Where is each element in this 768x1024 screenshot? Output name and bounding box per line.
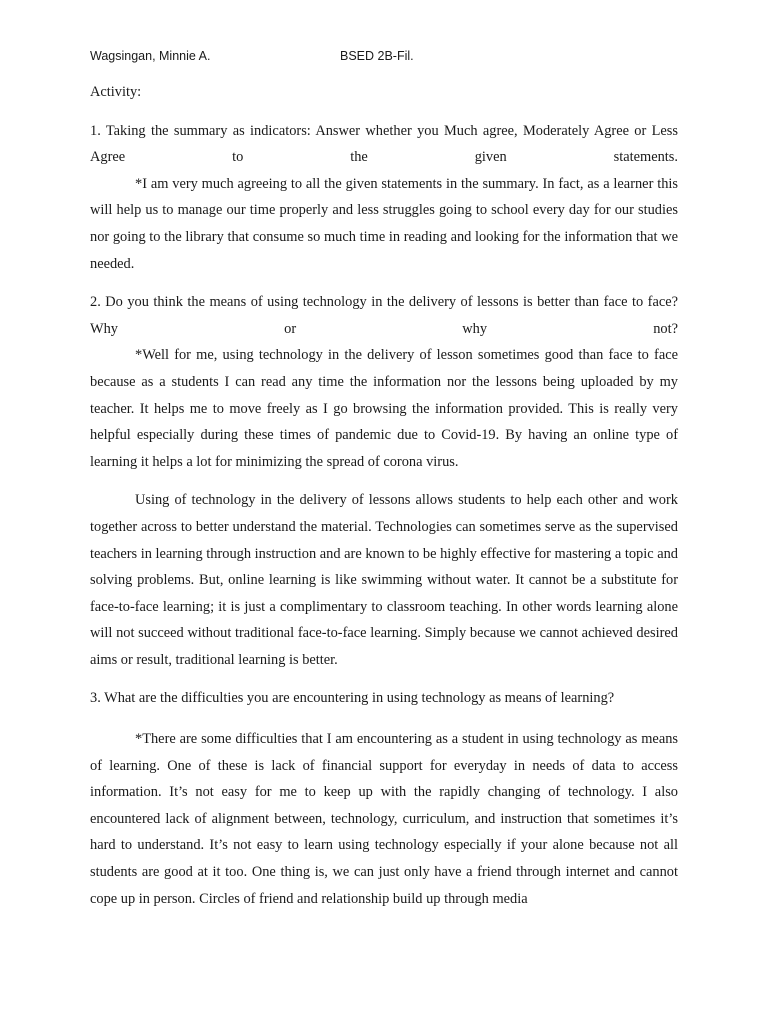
question-1: 1. Taking the summary as indicators: Answer whether you Much agree, Moderately Agree or Less Agree to the given statements.	[90, 122, 678, 166]
question-3: 3. What are the difficulties you are encountering in using technology as means of learning?	[90, 690, 615, 707]
answer-1-paragraph-1: *I am very much agreeing to all the given statements in the summary. In fact, as a learner this will help us to manage our time properly and less struggles going to school every day for our studies nor going to the library that consume so much time in reading and looking for the information that we needed.	[90, 175, 678, 272]
answer-2-paragraph-1: *Well for me, using technology in the delivery of lesson sometimes good than face to face because as a students I can read any time the information nor the lessons being uploaded by my teacher. It helps me to move freely as I go browsing the information provided. This is really very helpful especially during these times of pandemic due to Covid-19. By having an online type of learning it helps a lot for minimizing the spread of corona virus.	[90, 347, 678, 470]
answer-2-paragraph-2: Using of technology in the delivery of lessons allows students to help each other and work together across to better understand the material. Technologies can sometimes serve as the supervised teachers in learning through instruction and are known to be highly effective for mastering a topic and solving problems. But, online learning is like swimming without water. It cannot be a substitute for face-to-face learning; it is just a complimentary to classroom teaching. In other words learning alone will not succeed without traditional face-to-face learning. Simply because we cannot achieved desired aims or result, traditional learning is better.	[90, 492, 678, 668]
question-2: 2. Do you think the means of using technology in the delivery of lessons is better than face to face? Why or why not?	[90, 294, 678, 337]
student-name: Wagsingan, Minnie A.	[90, 49, 211, 63]
document-body	[90, 79, 678, 912]
activity-label: Activity:	[90, 84, 142, 100]
course-section: BSED 2B-Fil.	[340, 49, 414, 63]
answer-3-paragraph-1: *There are some difficulties that I am encountering as a student in using technology as means of learning. One of these is lack of financial support for everyday in needs of data to access information. It’s not easy for me to keep up with the rapidly changing of technology. I also encountered lack of alignment between, technology, curriculum, and instruction that sometimes it’s hard to understand. It’s not easy to learn using technology especially if your alone because not all students are good at it too. One thing is, we can just only have a friend through internet and cannot cope up in person. Circles of friend and relationship build up through media	[90, 731, 678, 907]
